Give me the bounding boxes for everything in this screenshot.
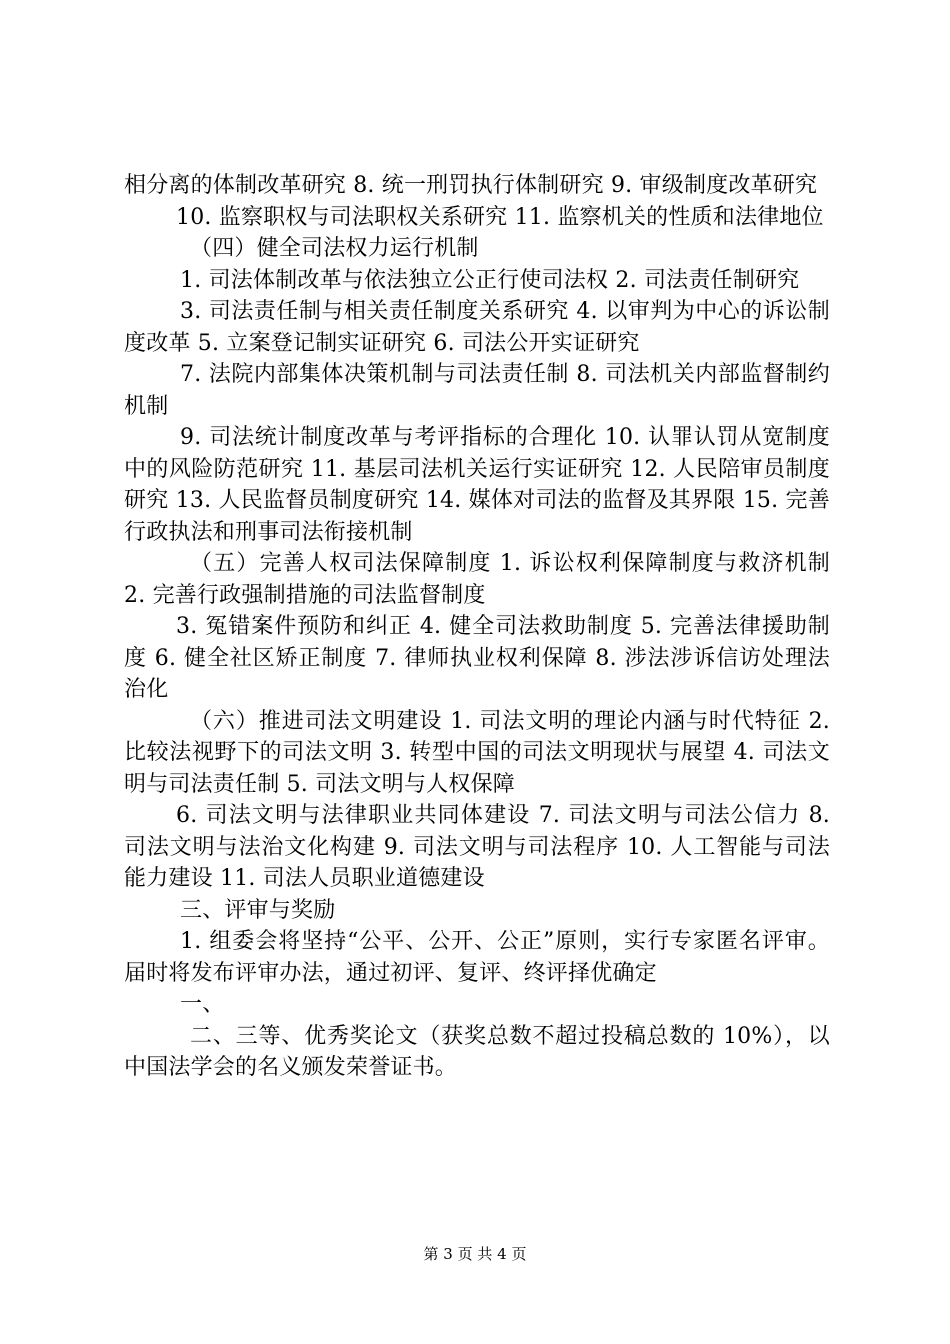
paragraph-item-3-6: 3. 司法责任制与相关责任制度关系研究 4. 以审判为中心的诉讼制度改革 5. 立案登记制实证研究 6. 司法公开实证研究 [124, 299, 830, 356]
section-heading-5: （五）完善人权司法保障制度 1. 诉讼权利保障制度与救济机制 2. 完善行政强制措施的司法监督制度 [124, 551, 830, 608]
page-footer: 第 3 页 共 4 页 [423, 1245, 527, 1263]
paragraph-continuation: 相分离的体制改革研究 8. 统一刑罚执行体制研究 9. 审级制度改革研究 [124, 173, 818, 198]
paragraph-other-prizes: 二、三等、优秀奖论文（获奖总数不超过投稿总数的 10%），以中国法学会的名义颁发荣誉证书。 [124, 1023, 830, 1080]
paragraph-item-7-8: 7. 法院内部集体决策机制与司法责任制 8. 司法机关内部监督制约机制 [124, 362, 830, 419]
document-body [124, 170, 830, 1084]
paragraph-item-6-11: 6. 司法文明与法律职业共同体建设 7. 司法文明与司法公信力 8. 司法文明与法治文化构建 9. 司法文明与司法程序 10. 人工智能与司法能力建设 11. 司法人员职业道德建设 [124, 803, 830, 891]
paragraph-first-prize: 一、 [180, 992, 225, 1017]
paragraph-item-9-15: 9. 司法统计制度改革与考评指标的合理化 10. 认罪认罚从宽制度中的风险防范研究 11. 基层司法机关运行实证研究 12. 人民陪审员制度研究 13. 人民监督员制度研究 14. 媒体对司法的监督及其界限 15. 完善行政执法和刑事司法衔接机制 [124, 425, 830, 545]
section-heading-6: （六）推进司法文明建设 1. 司法文明的理论内涵与时代特征 2. 比较法视野下的司法文明 3. 转型中国的司法文明现状与展望 4. 司法文明与司法责任制 5. 司法文明与人权保障 [124, 708, 830, 797]
paragraph-review-1: 1. 组委会将坚持“公平、公开、公正”原则，实行专家匿名评审。届时将发布评审办法，通过初评、复评、终评择优确定 [124, 929, 830, 986]
section-heading-4: （四）健全司法权力运行机制 [190, 236, 479, 261]
paragraph-item-1-2: 1. 司法体制改革与依法独立公正行使司法权 2. 司法责任制研究 [180, 267, 800, 293]
paragraph-item-10-11: 10. 监察职权与司法职权关系研究 11. 监察机关的性质和法律地位 [176, 204, 824, 230]
section-heading-review: 三、评审与奖励 [180, 897, 336, 923]
paragraph-item-3-8: 3. 冤错案件预防和纠正 4. 健全司法救助制度 5. 完善法律援助制度 6. 健全社区矫正制度 7. 律师执业权利保障 8. 涉法涉诉信访处理法治化 [124, 614, 830, 702]
